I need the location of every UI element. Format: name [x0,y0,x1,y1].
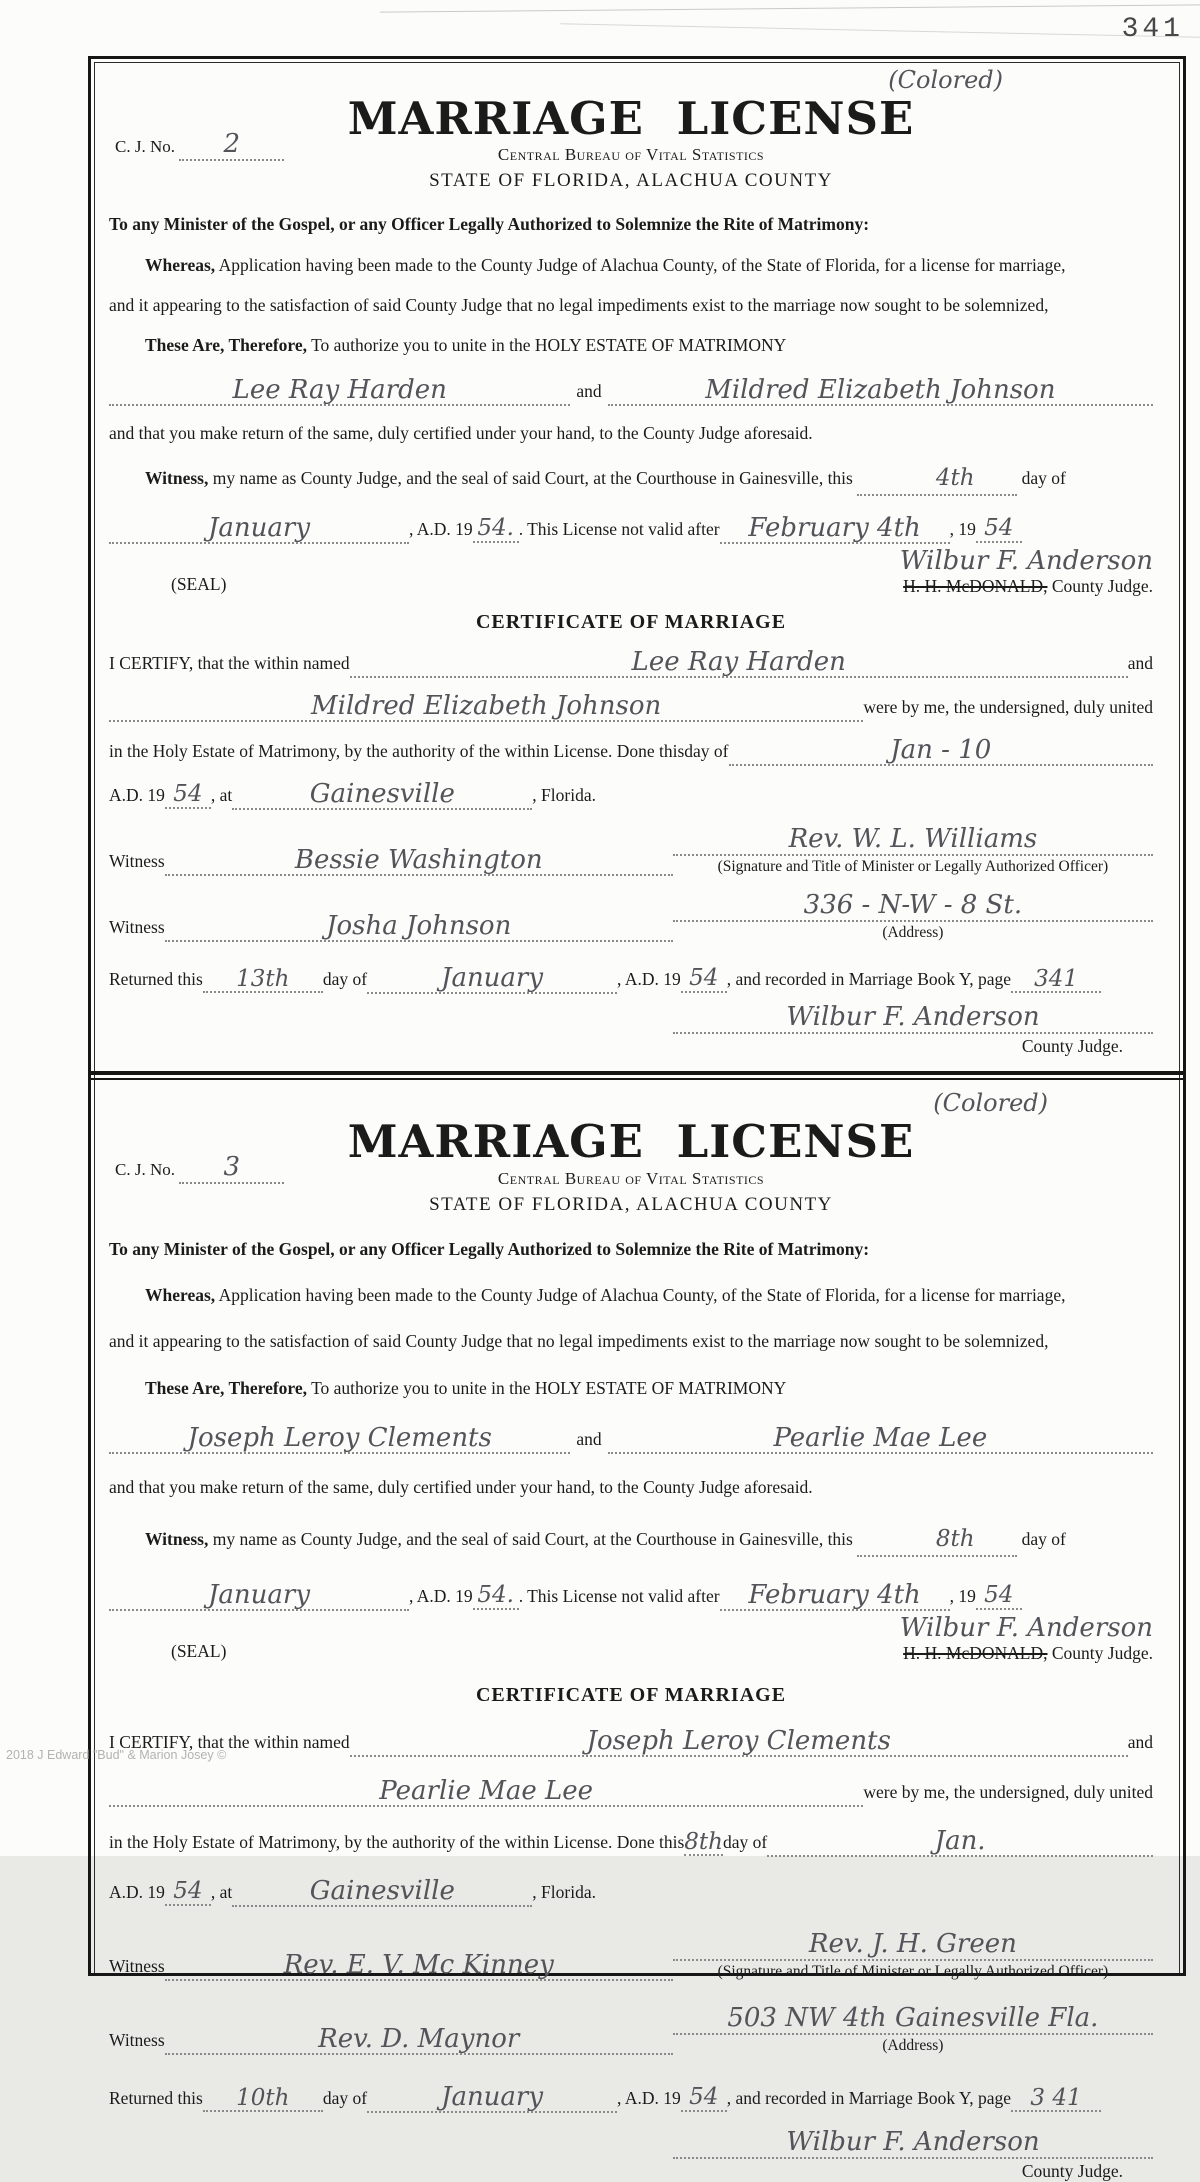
returned-month: January [441,2081,544,2112]
expiry-year-fill [976,515,1022,543]
cj-number-fill [179,129,284,161]
returned-month: January [441,963,544,994]
watermark: 2018 J Edward "Bud" & Marion Josey © [6,1748,227,1762]
returned-line [109,2081,1153,2113]
florida-label: , Florida. [532,1881,596,1902]
signature-caption: (Signature and Title of Minister or Legally Authorized Officer) [717,858,1109,876]
returned-month-fill [367,962,617,994]
whereas-lead: Whereas, [145,254,216,275]
bottom-signature-block [673,1002,1153,1057]
scan-artifact [560,23,1200,37]
seal-signature-row [109,1613,1153,1664]
expiry-date-fill [720,1579,950,1611]
colored-annotation: (Colored) [888,66,1003,94]
minister-signature-fill [673,1929,1153,1961]
judge-signature-block [633,546,1153,597]
witness1-row [109,1929,1153,1981]
done-day-fill [684,1828,723,1856]
minister-address: 503 NW 4th Gainesville Fla. [727,2002,1099,2033]
book-page-fill [1011,965,1101,993]
at-label: , at [210,1881,233,1902]
day-of-label: day of [722,1831,768,1852]
returned-signature-fill [673,2127,1153,2159]
cj-number-value: 2 [223,129,240,159]
done-city: Gainesville [309,779,455,810]
county-judge-caption: County Judge. [1021,1036,1123,1057]
cert-groom-name: Joseph Leroy Clements [586,1725,891,1756]
groom-name: Lee Ray Harden [232,374,447,405]
cert-bride-line [109,690,1153,722]
witness1-row [109,824,1153,876]
minister-signature: Rev. W. L. Williams [788,824,1038,855]
united-tail-label: were by me, the undersigned, duly united [863,1781,1153,1802]
these-are-lead: These Are, Therefore, [145,335,308,356]
bottom-signature-row [109,1002,1153,1057]
cj-number [115,1152,284,1184]
done-this-line [109,1825,1153,1857]
witness-day-fill [857,461,1017,496]
bride-name-fill [608,374,1153,406]
witness-day: 8th [935,1525,975,1552]
month-fill [109,512,409,544]
certify-lead: I CERTIFY, that the within named [109,653,350,674]
returned-signature: Wilbur F. Anderson [786,2126,1040,2157]
judge-printed-name-line [633,1643,1153,1664]
witness-label: Witness [109,2029,165,2050]
witness-label: Witness [109,917,165,938]
returned-signature: Wilbur F. Anderson [786,1002,1040,1033]
cert-bride-fill [109,690,863,722]
judge-signature: Wilbur F. Anderson [899,1612,1153,1643]
whereas-text: Application having been made to the County Judge of Alachua County, of the State of Florida, for a license for marriage, [215,1285,1066,1306]
minister-address: 336 - N-W - 8 St. [803,890,1023,921]
expiry-date: February 4th [748,513,921,544]
done-year: 54 [173,781,203,808]
license-header [109,92,1153,192]
license-year-fill [473,1582,519,1610]
holy-estate-lead: in the Holy Estate of Matrimony, by the authority of the within License. Done this [109,1831,685,1852]
state-county-line: STATE OF FLORIDA, ALACHUA COUNTY [429,1193,833,1215]
license-month: January [207,1579,311,1610]
minister-address-fill [673,890,1153,922]
couple-names-line [109,1422,1153,1454]
comma-19-label: , 19 [949,519,976,540]
authorize-text: To authorize you to unite in the HOLY ESTATE OF MATRIMONY [307,1377,787,1398]
witness-judge-line [109,461,1153,496]
cert-bride-name: Pearlie Mae Lee [379,1775,594,1806]
impediments-line: and it appearing to the satisfaction of said County Judge that no legal impediments exist to the marriage now sought to be solemnized, [109,1331,1049,1352]
groom-name: Joseph Leroy Clements [187,1423,492,1454]
recorded-label: , and recorded in Marriage Book Y, page [726,2087,1012,2108]
returned-year: 54 [689,965,719,992]
holy-estate-lead: in the Holy Estate of Matrimony, by the authority of the within License. Done this [109,741,685,762]
witness-judge-line [109,1522,1153,1557]
witness-label: Witness [109,1955,165,1976]
return-line: and that you make return of the same, duly certified under your hand, to the County Judge aforesaid. [109,1477,813,1498]
record-divider-rule [91,1071,1183,1080]
minister-address-fill [673,2003,1153,2035]
page-number-stamp: 341 [1121,14,1184,45]
struck-judge-name: H. H. McDONALD, [903,1642,1048,1663]
cert-groom-fill [350,1725,1128,1757]
witness-label: Witness [109,851,165,872]
county-judge-label: County Judge. [1047,576,1153,597]
whereas-paragraph [109,253,1153,278]
united-tail-label: were by me, the undersigned, duly united [863,697,1153,718]
returned-day: 13th [236,966,290,993]
cert-groom-name: Lee Ray Harden [631,647,846,678]
bride-name: Mildred Elizabeth Johnson [705,374,1056,405]
returned-year: 54 [689,2083,719,2110]
cert-bride-fill [109,1775,863,1807]
document-border-frame [88,56,1186,2181]
expiry-date: February 4th [748,1579,921,1610]
marriage-license-record-1 [109,65,1153,1057]
not-valid-label: . This License not valid after [518,519,720,540]
witness2-name: Josha Johnson [326,911,512,942]
done-year-fill [165,781,211,809]
returned-day-fill [203,2084,323,2112]
minister-signature: Rev. J. H. Green [808,1928,1017,1959]
cert-bride-line [109,1775,1153,1807]
license-date-line [109,512,1153,544]
cj-number-value: 3 [223,1152,240,1183]
done-day: 8th [684,1828,723,1855]
witness2-fill [165,910,673,942]
ad-19-label: A.D. 19 [109,1881,165,1902]
cj-number-label: C. J. No. [115,137,175,156]
cert-bride-name: Mildred Elizabeth Johnson [311,691,662,722]
witness2-left [109,910,673,942]
day-of-label: day of [322,2087,368,2108]
seal-label: (SEAL) [171,574,227,595]
done-city: Gainesville [309,1875,455,1906]
certify-line [109,1725,1153,1757]
minister-signature-col [673,1929,1153,1981]
witness1-name: Bessie Washington [294,845,543,876]
minister-signature-col [673,824,1153,876]
bottom-signature-block [673,2127,1153,2182]
cj-number [115,129,284,161]
book-page-fill [1011,2084,1101,2112]
done-place-line [109,1875,1153,1907]
signature-caption: (Signature and Title of Minister or Legally Authorized Officer) [717,1962,1109,1980]
expiry-year: 54 [984,515,1014,542]
returned-month-fill [367,2081,617,2113]
salutation-line: To any Minister of the Gospel, or any Officer Legally Authorized to Solemnize the Rite of Matrimony: [109,214,870,235]
witness1-fill [165,1949,673,1981]
book-page: 341 [1034,966,1078,993]
whereas-paragraph [109,1283,1153,1308]
minister-address-col [673,2003,1153,2055]
returned-this-label: Returned this [109,969,203,990]
expiry-year: 54 [984,1581,1014,1608]
done-year: 54 [173,1877,203,1904]
license-year-fill [473,515,519,543]
colored-annotation: (Colored) [933,1089,1048,1118]
license-title: MARRIAGE LICENSE [347,1115,915,1169]
book-page: 3 41 [1030,2084,1082,2111]
groom-name-fill [109,1422,570,1454]
document-content [91,59,1183,2182]
authorize-text: To authorize you to unite in the HOLY ESTATE OF MATRIMONY [307,335,787,356]
returned-day: 10th [236,2084,290,2111]
at-label: , at [210,785,233,806]
ad-19-label: , A.D. 19 [409,1585,473,1606]
witness1-left [109,1949,673,1981]
authorize-paragraph [109,1376,1153,1401]
impediments-line: and it appearing to the satisfaction of said County Judge that no legal impediments exist to the marriage now sought to be solemnized, [109,295,1049,315]
couple-names-line [109,374,1153,406]
county-judge-caption: County Judge. [1021,2160,1123,2181]
and-label: and [576,1429,602,1450]
done-year-fill [165,1878,211,1906]
seal-signature-row [109,546,1153,597]
ad-19-label: , A.D. 19 [409,519,473,540]
judge-signature: Wilbur F. Anderson [899,546,1153,577]
scan-artifact [380,4,1200,12]
day-of-label: day of [1021,1528,1066,1549]
witness-lead: Witness, [145,1528,209,1549]
whereas-text: Application having been made to the County Judge of Alachua County, of the State of Florida, for a license for marriage, [215,254,1066,275]
done-month: Jan. [934,1825,986,1856]
license-date-line [109,1579,1153,1611]
returned-line [109,962,1153,994]
salutation-line: To any Minister of the Gospel, or any Officer Legally Authorized to Solemnize the Rite of Matrimony: [109,1238,870,1259]
day-of-label: day of [1021,468,1066,489]
witness-day-fill [857,1522,1017,1557]
day-of-label: day of [684,741,729,762]
bureau-subtitle: Central Bureau of Vital Statistics [497,1168,765,1188]
comma-19-label: , 19 [949,1585,976,1606]
bride-name-fill [608,1422,1153,1454]
done-this-line [109,734,1153,766]
witness-lead: Witness, [145,468,209,489]
witness-day: 4th [935,465,975,492]
bride-name: Pearlie Mae Lee [773,1423,988,1454]
bureau-subtitle: Central Bureau of Vital Statistics [497,145,765,165]
returned-signature-fill [673,1002,1153,1034]
done-place-line [109,778,1153,810]
and-label: and [576,380,602,401]
done-month-fill [729,734,1153,766]
expiry-year-fill [976,1582,1022,1610]
license-header [109,1115,1153,1215]
return-line: and that you make return of the same, duly certified under your hand, to the County Judge aforesaid. [109,422,813,443]
not-valid-label: . This License not valid after [518,1585,720,1606]
returned-day-fill [203,965,323,993]
ad-19-label: , A.D. 19 [617,969,681,990]
cj-number-fill [179,1152,284,1184]
state-county-line: STATE OF FLORIDA, ALACHUA COUNTY [429,170,833,192]
returned-year-fill [681,965,727,993]
marriage-license-record-2 [109,1088,1153,2181]
bottom-signature-row [109,2127,1153,2182]
whereas-lead: Whereas, [145,1285,216,1306]
seal-label: (SEAL) [171,1640,227,1661]
expiry-date-fill [720,512,950,544]
cert-groom-fill [350,646,1128,678]
struck-judge-name: H. H. McDONALD, [903,576,1048,597]
license-year: 54. [477,1581,514,1608]
these-are-lead: These Are, Therefore, [145,1377,308,1398]
day-of-label: day of [322,969,368,990]
address-caption: (Address) [882,2036,944,2054]
and-tail-label: and [1127,653,1153,674]
witness2-name: Rev. D. Maynor [318,2023,520,2054]
witness-text: my name as County Judge, and the seal of said Court, at the Courthouse in Gainesville, this [208,1528,853,1549]
certify-line [109,646,1153,678]
address-caption: (Address) [882,924,944,942]
judge-printed-name-line [633,576,1153,597]
certificate-title: CERTIFICATE OF MARRIAGE [475,611,787,634]
returned-year-fill [681,2084,727,2112]
license-title: MARRIAGE LICENSE [347,92,915,145]
done-month: Jan - 10 [890,735,992,766]
month-fill [109,1579,409,1611]
county-judge-label: County Judge. [1047,1642,1153,1663]
certificate-title: CERTIFICATE OF MARRIAGE [475,1683,787,1706]
witness2-row [109,2003,1153,2055]
minister-address-col [673,890,1153,942]
authorize-paragraph [109,333,1153,358]
returned-this-label: Returned this [109,2087,203,2108]
witness2-row [109,890,1153,942]
witness2-left [109,2023,673,2055]
groom-name-fill [109,374,570,406]
judge-signature-block [633,1613,1153,1664]
witness2-fill [165,2023,673,2055]
ad-19-label: A.D. 19 [109,785,165,806]
witness1-name: Rev. E. V. Mc Kinney [283,1949,554,1980]
ad-19-label: , A.D. 19 [617,2087,681,2108]
recorded-label: , and recorded in Marriage Book Y, page [726,969,1012,990]
witness1-left [109,844,673,876]
city-fill [232,778,532,810]
minister-signature-fill [673,824,1153,856]
witness-text: my name as County Judge, and the seal of said Court, at the Courthouse in Gainesville, this [208,468,853,489]
witness1-fill [165,844,673,876]
florida-label: , Florida. [532,785,596,806]
license-year: 54. [477,515,514,542]
cj-number-label: C. J. No. [115,1160,175,1180]
city-fill [232,1875,532,1907]
license-month: January [207,513,311,544]
and-tail-label: and [1127,1731,1153,1752]
certify-lead: I CERTIFY, that the within named [109,1731,350,1752]
done-month-fill [767,1825,1153,1857]
